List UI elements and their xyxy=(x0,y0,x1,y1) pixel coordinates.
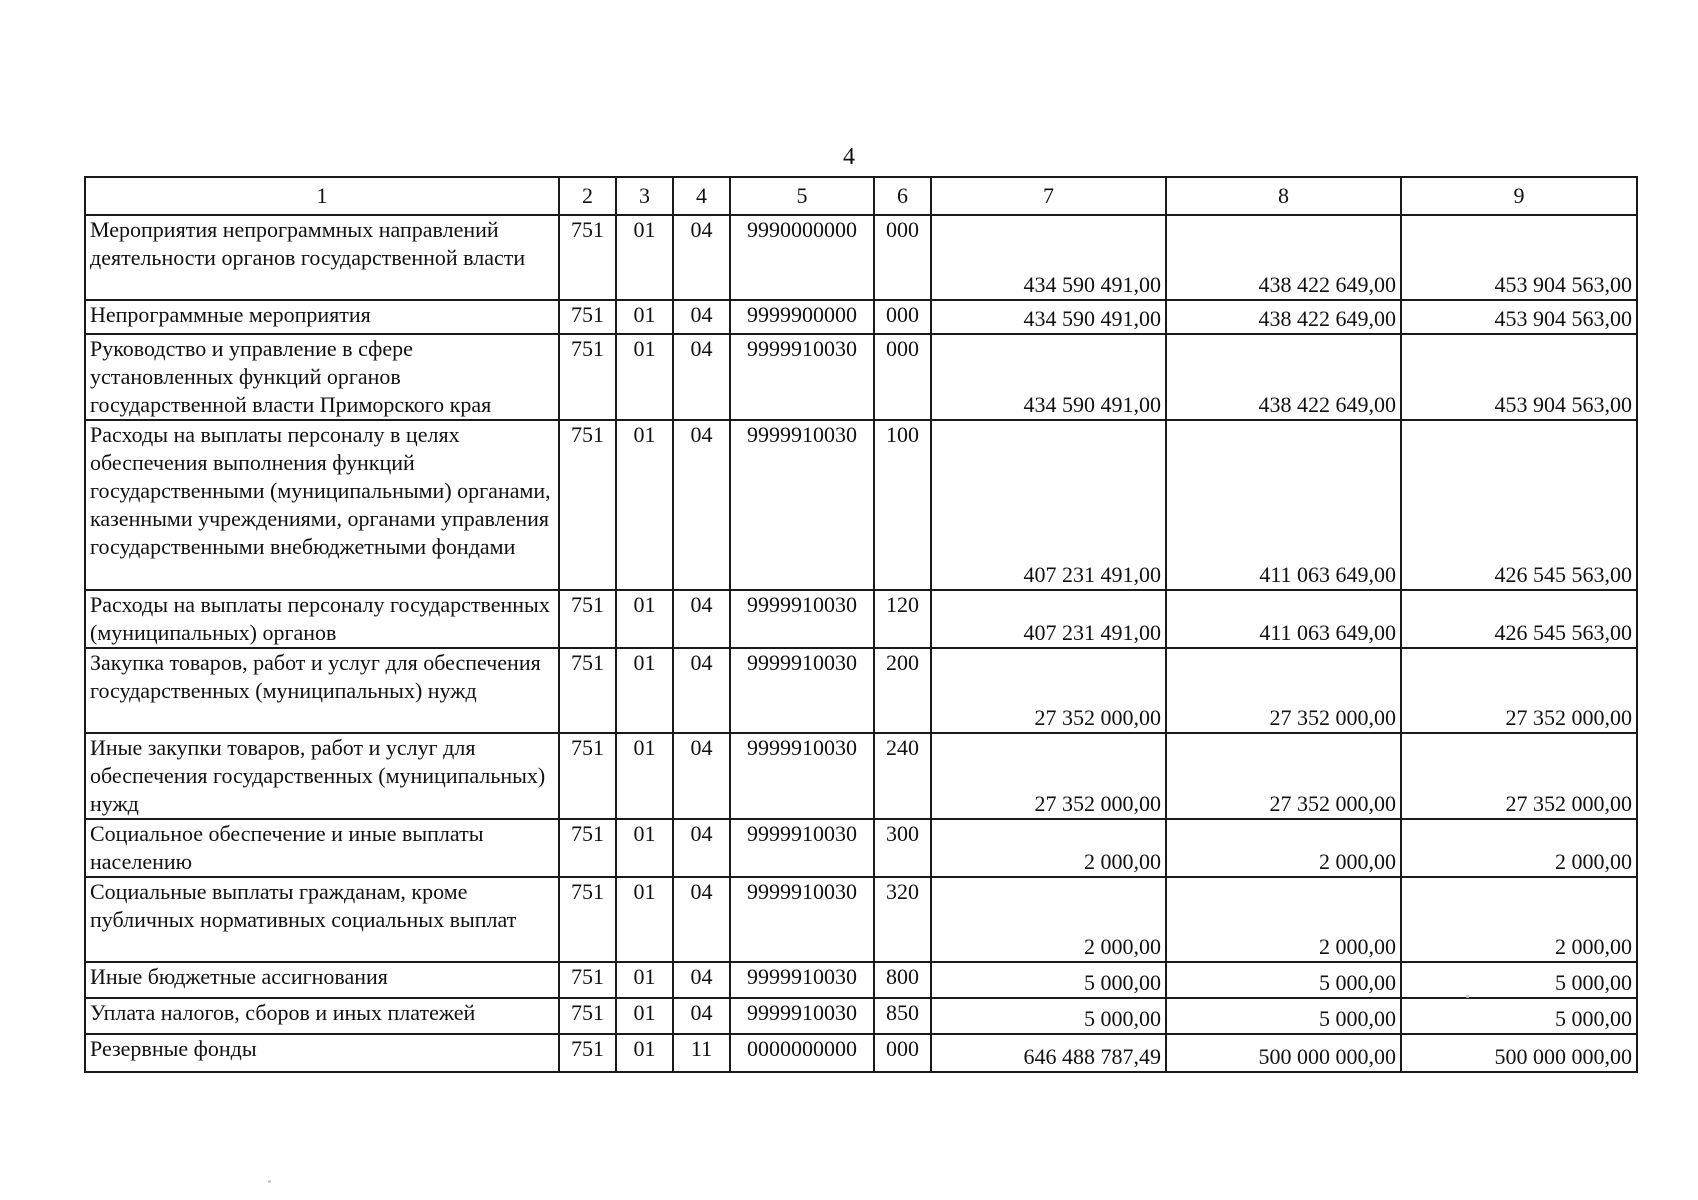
row-name: Иные закупки товаров, работ и услуг для обеспечения государственных (муниципальных) нужд xyxy=(85,733,559,819)
cell-gr: 751 xyxy=(559,300,616,334)
row-name: Руководство и управление в сфере установленных функций органов государственной власти Приморского края xyxy=(85,334,559,420)
header-cell: 6 xyxy=(874,177,931,215)
cell-rz: 01 xyxy=(616,877,673,962)
cell-amount-year1: 407 231 491,00 xyxy=(931,420,1166,590)
cell-rz: 01 xyxy=(616,590,673,648)
cell-gr: 751 xyxy=(559,819,616,877)
cell-pr: 04 xyxy=(673,998,730,1034)
cell-pr: 04 xyxy=(673,300,730,334)
cell-rz: 01 xyxy=(616,648,673,733)
row-name: Расходы на выплаты персоналу государственных (муниципальных) органов xyxy=(85,590,559,648)
cell-csr: 9999910030 xyxy=(730,819,874,877)
cell-csr: 9999910030 xyxy=(730,877,874,962)
cell-amount-year3: 27 352 000,00 xyxy=(1401,733,1637,819)
cell-amount-year1: 434 590 491,00 xyxy=(931,334,1166,420)
cell-amount-year3: 453 904 563,00 xyxy=(1401,334,1637,420)
cell-amount-year2: 2 000,00 xyxy=(1166,819,1401,877)
cell-amount-year2: 438 422 649,00 xyxy=(1166,334,1401,420)
table-row xyxy=(85,819,1637,877)
cell-pr: 04 xyxy=(673,215,730,300)
scan-speck xyxy=(268,1180,271,1183)
cell-vr: 000 xyxy=(874,215,931,300)
cell-rz: 01 xyxy=(616,215,673,300)
cell-vr: 000 xyxy=(874,334,931,420)
table-row xyxy=(85,648,1637,733)
row-name: Социальные выплаты гражданам, кроме публичных нормативных социальных выплат xyxy=(85,877,559,962)
cell-amount-year1: 2 000,00 xyxy=(931,819,1166,877)
table-row xyxy=(85,215,1637,300)
cell-amount-year3: 500 000 000,00 xyxy=(1401,1034,1637,1072)
scan-speck xyxy=(1466,995,1469,998)
cell-csr: 9999910030 xyxy=(730,733,874,819)
cell-pr: 04 xyxy=(673,877,730,962)
cell-vr: 300 xyxy=(874,819,931,877)
cell-gr: 751 xyxy=(559,962,616,998)
cell-amount-year2: 438 422 649,00 xyxy=(1166,215,1401,300)
cell-vr: 800 xyxy=(874,962,931,998)
cell-amount-year1: 27 352 000,00 xyxy=(931,733,1166,819)
cell-pr: 04 xyxy=(673,648,730,733)
cell-amount-year3: 426 545 563,00 xyxy=(1401,420,1637,590)
cell-amount-year3: 2 000,00 xyxy=(1401,819,1637,877)
cell-pr: 04 xyxy=(673,819,730,877)
cell-amount-year1: 5 000,00 xyxy=(931,962,1166,998)
cell-rz: 01 xyxy=(616,998,673,1034)
header-cell: 2 xyxy=(559,177,616,215)
cell-csr: 9999910030 xyxy=(730,590,874,648)
cell-rz: 01 xyxy=(616,420,673,590)
table-body xyxy=(85,215,1637,1072)
cell-amount-year1: 646 488 787,49 xyxy=(931,1034,1166,1072)
cell-csr: 9990000000 xyxy=(730,215,874,300)
cell-rz: 01 xyxy=(616,334,673,420)
cell-amount-year2: 27 352 000,00 xyxy=(1166,648,1401,733)
cell-gr: 751 xyxy=(559,1034,616,1072)
row-name: Расходы на выплаты персоналу в целях обеспечения выполнения функций государственными (муниципальными) органами, казенными учреждениями, органами управления государственными внебюджетными фондами xyxy=(85,420,559,590)
cell-amount-year1: 434 590 491,00 xyxy=(931,215,1166,300)
cell-pr: 11 xyxy=(673,1034,730,1072)
cell-gr: 751 xyxy=(559,733,616,819)
cell-amount-year2: 438 422 649,00 xyxy=(1166,300,1401,334)
header-row xyxy=(85,177,1637,215)
header-cell: 1 xyxy=(85,177,559,215)
cell-amount-year3: 27 352 000,00 xyxy=(1401,648,1637,733)
cell-amount-year2: 2 000,00 xyxy=(1166,877,1401,962)
cell-vr: 320 xyxy=(874,877,931,962)
cell-rz: 01 xyxy=(616,1034,673,1072)
cell-vr: 000 xyxy=(874,1034,931,1072)
header-cell: 4 xyxy=(673,177,730,215)
header-cell: 5 xyxy=(730,177,874,215)
cell-csr: 9999910030 xyxy=(730,334,874,420)
cell-gr: 751 xyxy=(559,334,616,420)
cell-amount-year2: 27 352 000,00 xyxy=(1166,733,1401,819)
cell-gr: 751 xyxy=(559,590,616,648)
cell-csr: 0000000000 xyxy=(730,1034,874,1072)
cell-amount-year2: 5 000,00 xyxy=(1166,998,1401,1034)
cell-amount-year1: 434 590 491,00 xyxy=(931,300,1166,334)
budget-table xyxy=(84,176,1638,1073)
cell-vr: 850 xyxy=(874,998,931,1034)
cell-csr: 9999910030 xyxy=(730,420,874,590)
row-name: Иные бюджетные ассигнования xyxy=(85,962,559,998)
cell-rz: 01 xyxy=(616,819,673,877)
cell-amount-year1: 27 352 000,00 xyxy=(931,648,1166,733)
cell-amount-year3: 453 904 563,00 xyxy=(1401,215,1637,300)
cell-amount-year1: 407 231 491,00 xyxy=(931,590,1166,648)
header-cell: 8 xyxy=(1166,177,1401,215)
table-row xyxy=(85,962,1637,998)
row-name: Непрограммные мероприятия xyxy=(85,300,559,334)
cell-vr: 200 xyxy=(874,648,931,733)
cell-csr: 9999910030 xyxy=(730,648,874,733)
table-row xyxy=(85,590,1637,648)
table-row xyxy=(85,998,1637,1034)
cell-amount-year3: 5 000,00 xyxy=(1401,962,1637,998)
table-row xyxy=(85,877,1637,962)
cell-amount-year2: 411 063 649,00 xyxy=(1166,420,1401,590)
row-name: Мероприятия непрограммных направлений деятельности органов государственной власти xyxy=(85,215,559,300)
cell-pr: 04 xyxy=(673,420,730,590)
cell-pr: 04 xyxy=(673,590,730,648)
cell-gr: 751 xyxy=(559,998,616,1034)
cell-amount-year2: 5 000,00 xyxy=(1166,962,1401,998)
cell-csr: 9999910030 xyxy=(730,998,874,1034)
cell-amount-year3: 2 000,00 xyxy=(1401,877,1637,962)
row-name: Социальное обеспечение и иные выплаты населению xyxy=(85,819,559,877)
cell-amount-year2: 411 063 649,00 xyxy=(1166,590,1401,648)
table-row xyxy=(85,300,1637,334)
header-cell: 7 xyxy=(931,177,1166,215)
cell-csr: 9999900000 xyxy=(730,300,874,334)
table-row xyxy=(85,733,1637,819)
cell-amount-year1: 5 000,00 xyxy=(931,998,1166,1034)
cell-gr: 751 xyxy=(559,420,616,590)
header-cell: 9 xyxy=(1401,177,1637,215)
cell-pr: 04 xyxy=(673,962,730,998)
cell-rz: 01 xyxy=(616,300,673,334)
cell-rz: 01 xyxy=(616,962,673,998)
table-row xyxy=(85,334,1637,420)
cell-vr: 000 xyxy=(874,300,931,334)
cell-amount-year3: 5 000,00 xyxy=(1401,998,1637,1034)
cell-pr: 04 xyxy=(673,733,730,819)
table-row xyxy=(85,1034,1637,1072)
cell-gr: 751 xyxy=(559,648,616,733)
row-name: Закупка товаров, работ и услуг для обеспечения государственных (муниципальных) нужд xyxy=(85,648,559,733)
row-name: Резервные фонды xyxy=(85,1034,559,1072)
cell-vr: 100 xyxy=(874,420,931,590)
cell-amount-year2: 500 000 000,00 xyxy=(1166,1034,1401,1072)
header-cell: 3 xyxy=(616,177,673,215)
row-name: Уплата налогов, сборов и иных платежей xyxy=(85,998,559,1034)
cell-amount-year1: 2 000,00 xyxy=(931,877,1166,962)
cell-gr: 751 xyxy=(559,215,616,300)
cell-vr: 240 xyxy=(874,733,931,819)
cell-amount-year3: 453 904 563,00 xyxy=(1401,300,1637,334)
cell-vr: 120 xyxy=(874,590,931,648)
cell-csr: 9999910030 xyxy=(730,962,874,998)
cell-gr: 751 xyxy=(559,877,616,962)
cell-rz: 01 xyxy=(616,733,673,819)
page-number: 4 xyxy=(843,144,855,170)
cell-amount-year3: 426 545 563,00 xyxy=(1401,590,1637,648)
cell-pr: 04 xyxy=(673,334,730,420)
table-row xyxy=(85,420,1637,590)
